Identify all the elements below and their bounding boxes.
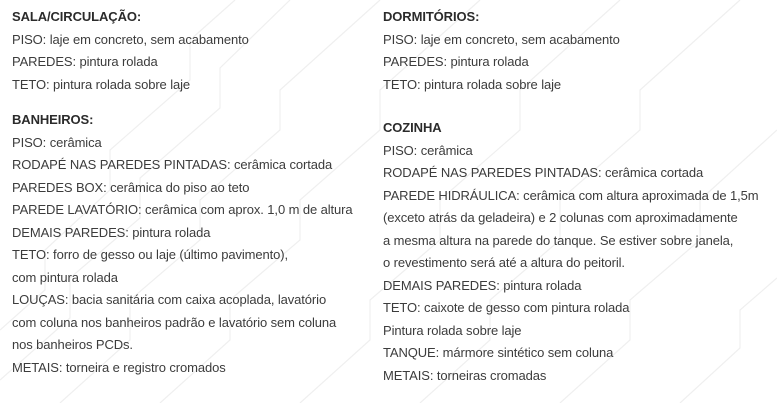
spec-line: o revestimento será até a altura do peitoril. [383, 255, 625, 270]
spec-line: METAIS: torneiras cromadas [383, 367, 547, 383]
spec-line: RODAPÉ NAS PAREDES PINTADAS: cerâmica cortada [12, 157, 333, 172]
section-title: SALA/CIRCULAÇÃO: [12, 9, 142, 24]
spec-line: TETO: pintura rolada sobre laje [12, 76, 191, 92]
spec-line: PAREDE LAVATÓRIO: cerâmica com aprox. 1,0 m de altura [12, 202, 353, 217]
spec-line: PISO: cerâmica [383, 142, 473, 158]
spec-line: PAREDES: pintura rolada [383, 54, 529, 69]
spec-line: PISO: cerâmica [12, 134, 102, 150]
spec-line: TANQUE: mármore sintético sem coluna [383, 345, 614, 360]
section-title: COZINHA [383, 120, 442, 135]
spec-line: METAIS: torneira e registro cromados [12, 359, 226, 375]
spec-line: com coluna nos banheiros padrão e lavatório sem coluna [12, 314, 337, 330]
section-title: DORMITÓRIOS: [383, 9, 480, 24]
spec-line: DEMAIS PAREDES: pintura rolada [383, 277, 582, 293]
spec-line: TETO: caixote de gesso com pintura rolada [383, 300, 630, 315]
spec-line: nos banheiros PCDs. [12, 337, 133, 352]
spec-line: RODAPÉ NAS PAREDES PINTADAS: cerâmica cortada [383, 165, 704, 180]
left-column [12, 6, 372, 379]
spec-line: a mesma altura na parede do tanque. Se estiver sobre janela, [383, 232, 734, 248]
spec-line: PAREDE HIDRÁULICA: cerâmica com altura aproximada de 1,5m [383, 187, 759, 203]
section-cozinha [383, 117, 773, 387]
spec-line: Pintura rolada sobre laje [383, 322, 522, 338]
section-title: BANHEIROS: [12, 112, 94, 127]
spec-line: PAREDES: pintura rolada [12, 54, 158, 69]
spec-line: PISO: laje em concreto, sem acabamento [12, 31, 249, 47]
section-sala-circulacao [12, 6, 372, 96]
spec-line: PISO: laje em concreto, sem acabamento [383, 31, 620, 47]
spec-line: TETO: forro de gesso ou laje (último pavimento), [12, 247, 289, 262]
right-column [383, 6, 773, 387]
spec-line: PAREDES BOX: cerâmica do piso ao teto [12, 179, 250, 195]
spec-line: com pintura rolada [12, 269, 118, 285]
spec-line: (exceto atrás da geladeira) e 2 colunas com aproximadamente [383, 210, 738, 225]
section-banheiros [12, 109, 372, 379]
spec-line: DEMAIS PAREDES: pintura rolada [12, 224, 211, 240]
spec-line: LOUÇAS: bacia sanitária com caixa acoplada, lavatório [12, 292, 327, 307]
section-dormitorios [383, 6, 773, 96]
spec-line: TETO: pintura rolada sobre laje [383, 76, 562, 92]
